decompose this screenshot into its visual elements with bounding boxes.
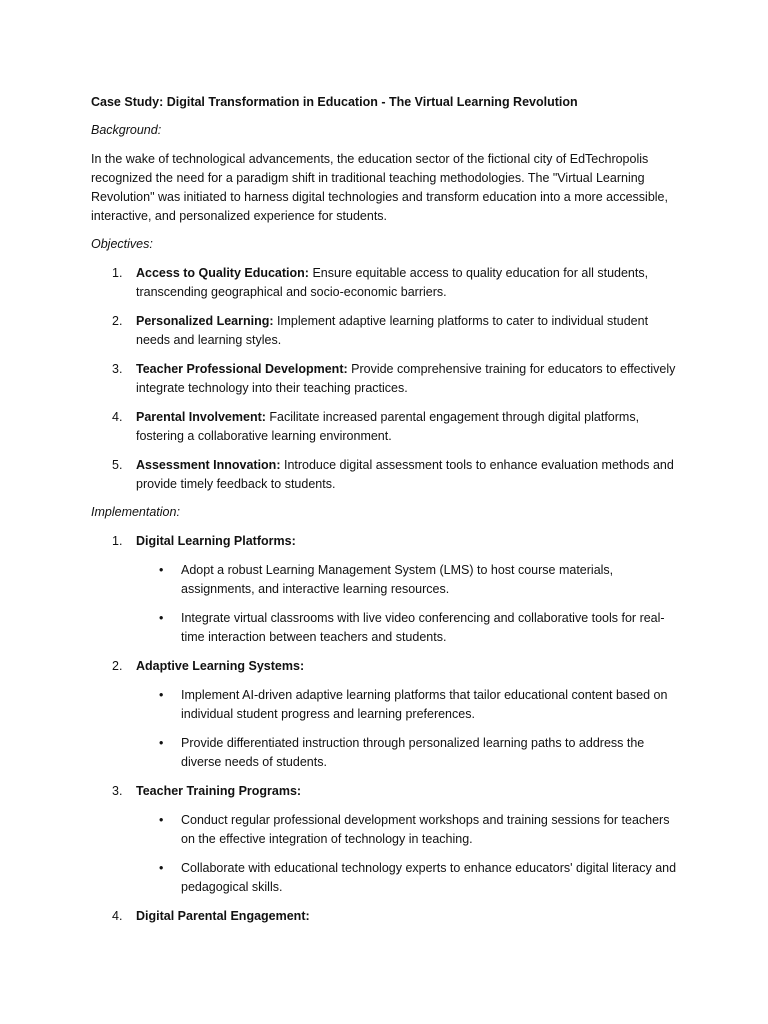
implementation-title: Teacher Training Programs:: [136, 784, 302, 798]
implementation-item: [91, 907, 681, 926]
background-paragraph: In the wake of technological advancements, the education sector of the fictional city of EdTechropolis recognized the need for a paradigm shift in traditional teaching methodologies. The "Virtual Learning Revolution" was initiated to harness digital technologies and transform education into a more accessible, interactive, and personalized experience for students.: [91, 152, 668, 223]
bullet-text: Provide differentiated instruction through personalized learning paths to address the diverse needs of students.: [181, 736, 645, 769]
bullet-list: [136, 686, 681, 772]
implementation-heading: Implementation:: [91, 505, 180, 519]
bullet-item: [136, 811, 681, 849]
objective-number: 3.: [112, 362, 123, 376]
bullet-list: [136, 811, 681, 897]
objective-item: [91, 456, 681, 494]
objective-number: 2.: [112, 314, 123, 328]
objective-number: 5.: [112, 458, 123, 472]
objective-title: Access to Quality Education:: [136, 266, 309, 280]
implementation-list: [91, 532, 681, 926]
bullet-text: Collaborate with educational technology experts to enhance educators' digital literacy and pedagogical skills.: [181, 861, 677, 894]
bullet-item: [136, 734, 681, 772]
implementation-item: [91, 532, 681, 647]
bullet-text: Implement AI-driven adaptive learning platforms that tailor educational content based on individual student progress and learning preferences.: [181, 688, 668, 721]
objective-title: Parental Involvement:: [136, 410, 266, 424]
implementation-title: Adaptive Learning Systems:: [136, 659, 305, 673]
bullet-text: Integrate virtual classrooms with live video conferencing and collaborative tools for real-time interaction between teachers and students.: [181, 611, 665, 644]
bullet-text: Adopt a robust Learning Management System (LMS) to host course materials, assignments, and interactive learning resources.: [181, 563, 614, 596]
objective-text: Facilitate increased parental engagement through digital platforms, fostering a collaborative learning environment.: [136, 410, 640, 443]
document-title: Case Study: Digital Transformation in Education - The Virtual Learning Revolution: [91, 95, 578, 109]
objective-item: [91, 264, 681, 302]
bullet-item: [136, 859, 681, 897]
bullet-icon: •: [159, 861, 164, 875]
bullet-icon: •: [159, 813, 164, 827]
objective-title: Personalized Learning:: [136, 314, 274, 328]
bullet-icon: •: [159, 688, 164, 702]
bullet-item: [136, 561, 681, 599]
implementation-item: [91, 782, 681, 897]
implementation-number: 1.: [112, 534, 123, 548]
implementation-number: 3.: [112, 784, 123, 798]
objective-item: [91, 360, 681, 398]
bullet-icon: •: [159, 736, 164, 750]
implementation-number: 4.: [112, 909, 123, 923]
implementation-item: [91, 657, 681, 772]
objective-item: [91, 312, 681, 350]
bullet-icon: •: [159, 611, 164, 625]
background-heading: Background:: [91, 123, 162, 137]
objectives-list: [91, 264, 681, 494]
implementation-title: Digital Learning Platforms:: [136, 534, 296, 548]
objective-text: Implement adaptive learning platforms to cater to individual student needs and learning styles.: [136, 314, 649, 347]
bullet-icon: •: [159, 563, 164, 577]
objective-item: [91, 408, 681, 446]
objective-text: Ensure equitable access to quality education for all students, transcending geographical and socio-economic barriers.: [136, 266, 649, 299]
bullet-list: [136, 561, 681, 647]
bullet-item: [136, 686, 681, 724]
objective-title: Teacher Professional Development:: [136, 362, 348, 376]
objectives-heading: Objectives:: [91, 237, 153, 251]
objective-title: Assessment Innovation:: [136, 458, 281, 472]
objective-number: 1.: [112, 266, 123, 280]
objective-text: Introduce digital assessment tools to enhance evaluation methods and provide timely feedback to students.: [136, 458, 674, 491]
document-page: [91, 94, 681, 936]
objective-number: 4.: [112, 410, 123, 424]
bullet-item: [136, 609, 681, 647]
implementation-title: Digital Parental Engagement:: [136, 909, 310, 923]
objective-text: Provide comprehensive training for educators to effectively integrate technology into their teaching practices.: [136, 362, 676, 395]
implementation-number: 2.: [112, 659, 123, 673]
bullet-text: Conduct regular professional development workshops and training sessions for teachers on the effective integration of technology in teaching.: [181, 813, 670, 846]
